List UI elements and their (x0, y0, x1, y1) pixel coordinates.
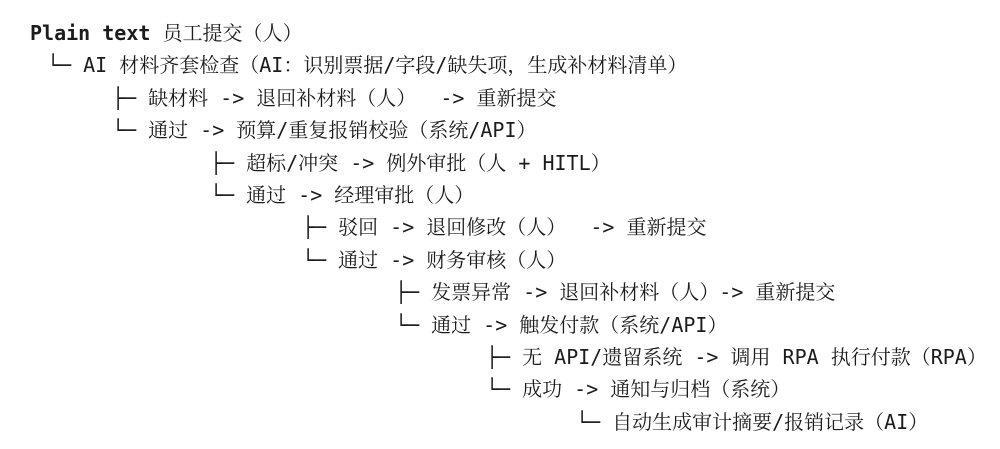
tree-line-text: 通过 -> 财务审核（人） (326, 247, 567, 272)
tree-line (0, 373, 1000, 405)
tree-line (0, 244, 1000, 276)
tree-line-text: 通过 -> 经理审批（人） (234, 183, 475, 208)
tree-line (0, 309, 1000, 341)
tree-line-text: AI 材料齐套检查（AI：识别票据/字段/缺失项，生成补材料清单） (71, 53, 688, 78)
tree-lines (0, 17, 1000, 438)
tree-elbow-branch-icon: └─ (395, 312, 420, 337)
tree-line-text: 驳回 -> 退回修改（人） -> 重新提交 (326, 215, 707, 240)
tree-elbow-branch-icon: └─ (47, 53, 72, 78)
tree-tee-branch-icon: ├─ (112, 85, 137, 110)
tree-line-text: 缺材料 -> 退回补材料（人） -> 重新提交 (136, 85, 557, 110)
tree-line-text: 无 API/遗留系统 -> 调用 RPA 执行付款（RPA） (510, 345, 987, 370)
tree-line-text: 超标/冲突 -> 例外审批（人 + HITL） (234, 150, 611, 175)
tree-line (0, 49, 1000, 81)
tree-tee-branch-icon: ├─ (302, 215, 327, 240)
tree-line-text: 自动生成审计摘要/报销记录（AI） (600, 409, 929, 434)
tree-tee-branch-icon: ├─ (395, 280, 420, 305)
code-language-label: Plain text (30, 21, 151, 45)
tree-line (0, 114, 1000, 146)
tree-elbow-branch-icon: └─ (302, 247, 327, 272)
tree-line (0, 276, 1000, 308)
tree-line-text: 发票异常 -> 退回补材料（人）-> 重新提交 (419, 280, 836, 305)
tree-line (0, 17, 1000, 49)
tree-line (0, 147, 1000, 179)
tree-tee-branch-icon: ├─ (486, 345, 511, 370)
tree-line (0, 406, 1000, 438)
tree-line (0, 82, 1000, 114)
tree-line (0, 341, 1000, 373)
tree-line (0, 211, 1000, 243)
tree-line-text: 员工提交（人） (150, 21, 303, 45)
tree-elbow-branch-icon: └─ (210, 183, 235, 208)
tree-elbow-branch-icon: └─ (486, 377, 511, 402)
tree-line-text: 通过 -> 触发付款（系统/API） (419, 312, 728, 337)
tree-line-text: 成功 -> 通知与归档（系统） (510, 377, 791, 402)
tree-tee-branch-icon: ├─ (210, 150, 235, 175)
tree-elbow-branch-icon: └─ (576, 409, 601, 434)
tree-line (0, 179, 1000, 211)
tree-elbow-branch-icon: └─ (112, 118, 137, 143)
tree-line-text: 通过 -> 预算/重复报销校验（系统/API） (136, 118, 537, 143)
